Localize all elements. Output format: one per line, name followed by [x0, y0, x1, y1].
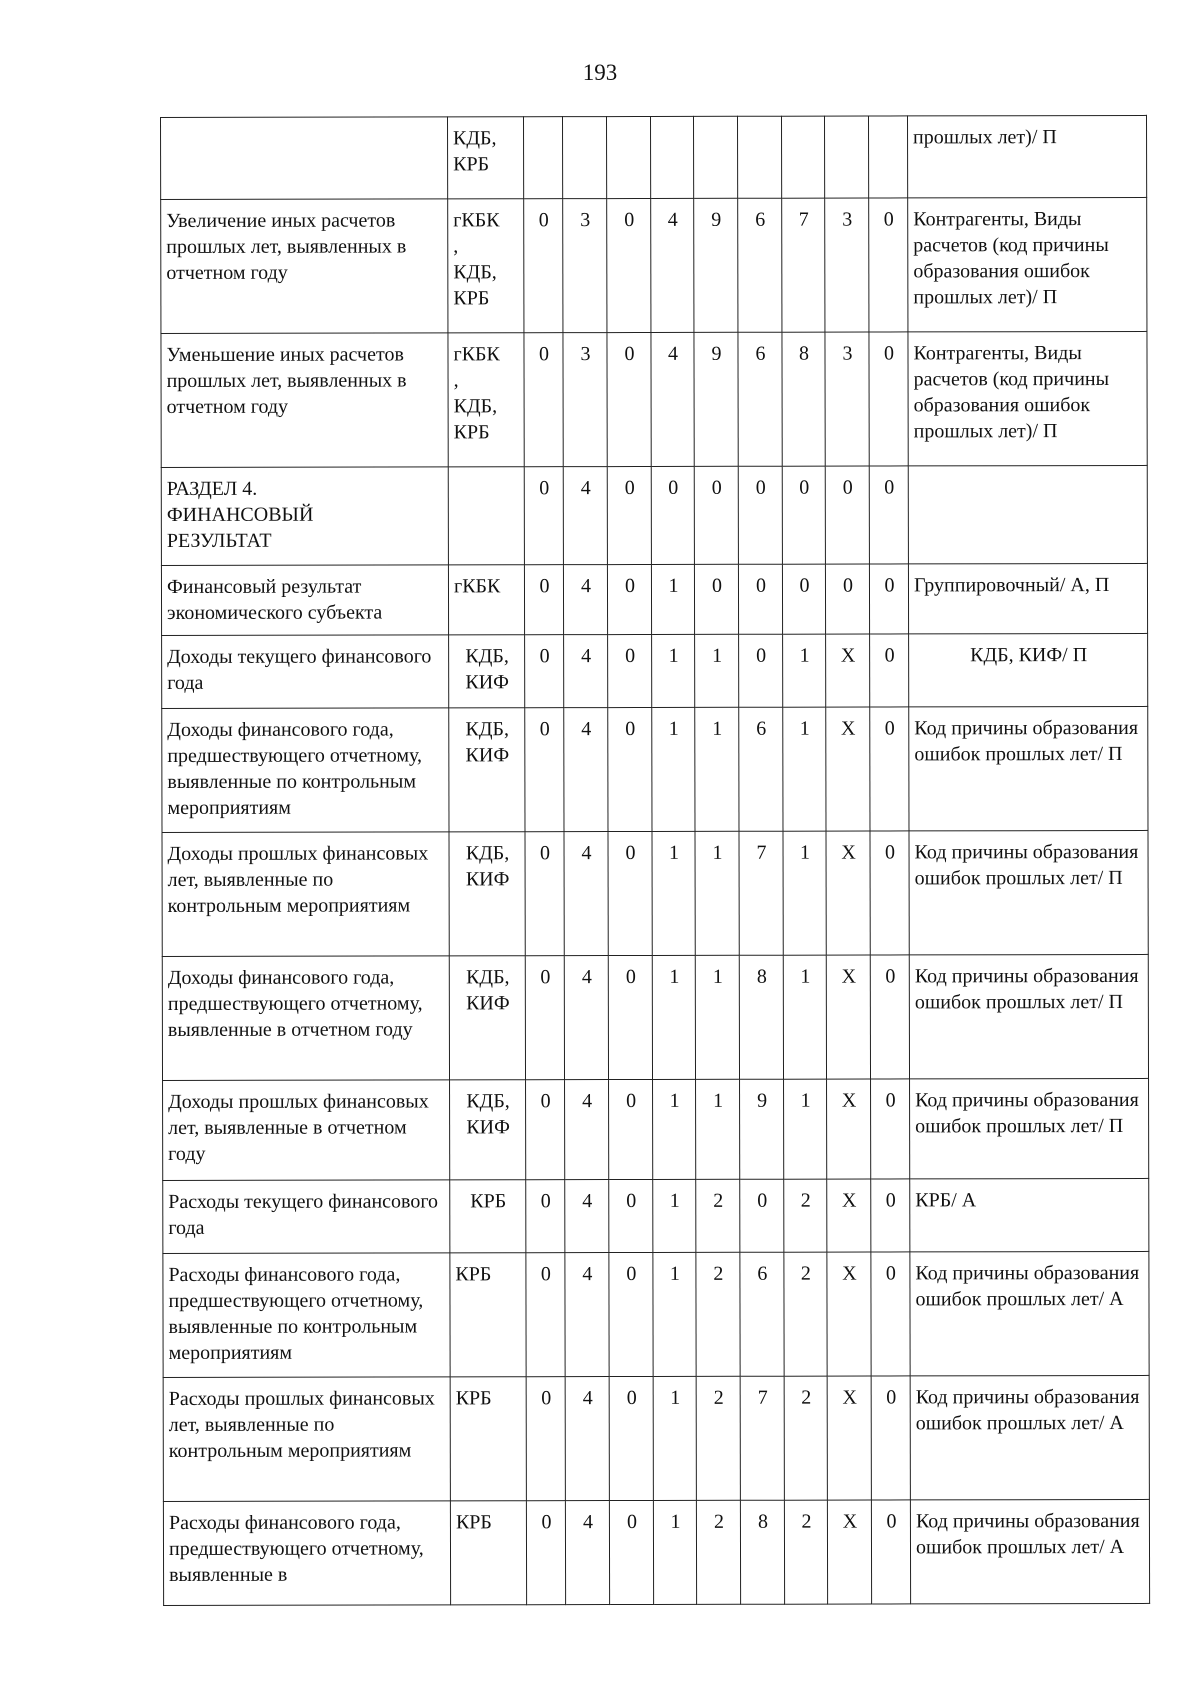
- account-digit-cell: 9: [694, 332, 738, 466]
- account-digit-cell: 0: [782, 564, 825, 634]
- account-digit-cell: 0: [524, 333, 563, 467]
- account-digit-cell: 1: [783, 955, 826, 1079]
- analytics-cell: Группировочный/ А, П: [908, 563, 1147, 634]
- account-digit-cell: 1: [695, 955, 739, 1079]
- account-digit-cell: 1: [784, 1079, 827, 1179]
- table-row: [163, 1078, 1149, 1180]
- account-digit-cell: 0: [525, 956, 564, 1080]
- account-digit-cell: 1: [783, 831, 826, 955]
- analytics-cell: КРБ/ А: [910, 1178, 1149, 1252]
- analytics-cell: Контрагенты, Виды расчетов (код причины образования ошибок прошлых лет)/ П: [908, 331, 1147, 466]
- account-digit-cell: 0: [609, 1500, 653, 1604]
- classification-code-cell: КРБ: [450, 1501, 526, 1605]
- account-digit-cell: 4: [651, 332, 694, 466]
- account-digit-cell: 0: [869, 198, 908, 332]
- account-digit-cell: 0: [739, 634, 783, 707]
- account-digit-cell: 0: [524, 565, 563, 635]
- table-row: [161, 563, 1147, 635]
- account-digit-cell: X: [827, 1079, 871, 1179]
- account-digit-cell: 0: [609, 1079, 653, 1179]
- analytics-cell: КДБ, КИФ/ П: [909, 633, 1148, 707]
- account-digit-cell: 0: [870, 634, 909, 707]
- account-name-cell: Увеличение иных расчетов прошлых лет, выявленных в отчетном году: [161, 199, 448, 334]
- account-digit-cell: 9: [740, 1079, 784, 1179]
- account-digit-cell: 0: [526, 1377, 565, 1501]
- account-digit-cell: [563, 117, 607, 199]
- account-digit-cell: 0: [608, 831, 652, 955]
- classification-code-cell: гКБК: [448, 565, 524, 635]
- table-body: [161, 115, 1150, 1605]
- classification-code-cell: КДБ, КИФ: [449, 956, 525, 1080]
- account-digit-cell: 1: [696, 1079, 740, 1179]
- table-row: [163, 1375, 1149, 1501]
- account-name-cell: Уменьшение иных расчетов прошлых лет, выявленных в отчетном году: [161, 333, 448, 468]
- account-name-cell: Расходы финансового года, предшествующего отчетному, выявленные по контрольным мероприятиям: [163, 1253, 450, 1378]
- classification-code-cell: гКБК , КДБ, КРБ: [448, 199, 524, 333]
- account-digit-cell: 0: [526, 1180, 565, 1253]
- account-digit-cell: 0: [524, 467, 563, 565]
- account-digit-cell: 0: [871, 1179, 910, 1252]
- account-digit-cell: 2: [784, 1179, 827, 1252]
- table-row: [162, 706, 1148, 832]
- account-codes-table: [160, 115, 1150, 1606]
- account-name-cell: Расходы прошлых финансовых лет, выявленные по контрольным мероприятиям: [163, 1377, 450, 1502]
- account-digit-cell: 3: [825, 198, 869, 332]
- account-digit-cell: 4: [564, 956, 608, 1080]
- account-digit-cell: 1: [783, 707, 826, 831]
- account-digit-cell: 3: [563, 333, 607, 467]
- account-digit-cell: X: [827, 1179, 871, 1252]
- account-name-cell: РАЗДЕЛ 4. ФИНАНСОВЫЙ РЕЗУЛЬТАТ: [161, 467, 448, 566]
- account-digit-cell: 4: [565, 1080, 609, 1180]
- analytics-cell: Код причины образования ошибок прошлых лет/ П: [910, 1078, 1149, 1179]
- account-digit-cell: 0: [740, 1179, 784, 1252]
- account-digit-cell: 2: [696, 1179, 740, 1252]
- account-digit-cell: 3: [825, 332, 869, 466]
- account-digit-cell: 4: [563, 565, 607, 635]
- account-digit-cell: 0: [608, 955, 652, 1079]
- classification-code-cell: КДБ, КИФ: [449, 832, 525, 956]
- account-digit-cell: 4: [564, 708, 608, 832]
- account-name-cell: Финансовый результат экономического субъекта: [161, 565, 448, 636]
- classification-code-cell: КДБ, КИФ: [449, 708, 525, 832]
- account-digit-cell: 1: [652, 707, 695, 831]
- table-row: [163, 1178, 1149, 1253]
- account-digit-cell: 0: [526, 1080, 565, 1180]
- account-digit-cell: 4: [564, 832, 608, 956]
- classification-code-cell: [448, 467, 524, 565]
- account-name-cell: Доходы прошлых финансовых лет, выявленные по контрольным мероприятиям: [162, 832, 449, 957]
- account-name-cell: [161, 117, 448, 200]
- account-name-cell: Расходы финансового года, предшествующего отчетному, выявленные в: [163, 1501, 450, 1606]
- classification-code-cell: КРБ: [450, 1253, 526, 1377]
- account-digit-cell: X: [827, 1376, 871, 1500]
- account-digit-cell: 0: [694, 466, 738, 564]
- account-digit-cell: [824, 116, 868, 198]
- account-digit-cell: 0: [607, 332, 651, 466]
- account-digit-cell: 0: [525, 708, 564, 832]
- account-digit-cell: 0: [870, 955, 909, 1079]
- account-digit-cell: 0: [825, 466, 869, 564]
- table-row: [161, 331, 1147, 467]
- account-digit-cell: 2: [696, 1252, 740, 1376]
- account-digit-cell: 0: [738, 466, 782, 564]
- account-digit-cell: 1: [695, 634, 739, 707]
- classification-code-cell: КДБ, КИФ: [449, 635, 525, 708]
- table-row: [161, 465, 1147, 565]
- account-digit-cell: 6: [738, 198, 782, 332]
- analytics-cell: Код причины образования ошибок прошлых лет/ П: [909, 706, 1148, 831]
- account-digit-cell: 4: [565, 1253, 609, 1377]
- account-name-cell: Доходы финансового года, предшествующего отчетному, выявленные по контрольным мероприятиям: [162, 708, 449, 833]
- account-digit-cell: 2: [784, 1500, 827, 1604]
- analytics-cell: прошлых лет)/ П: [907, 115, 1146, 198]
- classification-code-cell: гКБК , КДБ, КРБ: [448, 333, 524, 467]
- account-digit-cell: 1: [653, 1252, 696, 1376]
- account-digit-cell: 0: [869, 332, 908, 466]
- account-digit-cell: 4: [563, 467, 607, 565]
- account-digit-cell: 0: [609, 1179, 653, 1252]
- account-digit-cell: 9: [694, 198, 738, 332]
- account-digit-cell: 8: [782, 332, 825, 466]
- account-digit-cell: 0: [871, 1252, 910, 1376]
- account-digit-cell: 0: [607, 198, 651, 332]
- account-name-cell: Расходы текущего финансового года: [163, 1180, 450, 1254]
- account-digit-cell: 1: [651, 564, 694, 634]
- account-digit-cell: 0: [608, 707, 652, 831]
- account-digit-cell: [868, 116, 907, 198]
- analytics-cell: Код причины образования ошибок прошлых лет/ А: [910, 1375, 1149, 1500]
- account-digit-cell: [607, 116, 651, 198]
- account-digit-cell: 6: [738, 332, 782, 466]
- account-digit-cell: 0: [871, 1376, 910, 1500]
- account-digit-cell: 4: [565, 1180, 609, 1253]
- account-digit-cell: X: [826, 707, 870, 831]
- table-row: [163, 1251, 1149, 1377]
- account-digit-cell: [781, 116, 824, 198]
- analytics-cell: Код причины образования ошибок прошлых лет/ П: [909, 954, 1148, 1079]
- account-digit-cell: 2: [784, 1252, 827, 1376]
- account-digit-cell: 0: [607, 466, 651, 564]
- account-name-cell: Доходы прошлых финансовых лет, выявленные в отчетном году: [163, 1080, 450, 1181]
- account-digit-cell: 6: [739, 707, 783, 831]
- account-digit-cell: 1: [695, 831, 739, 955]
- account-digit-cell: 1: [695, 707, 739, 831]
- account-digit-cell: 7: [782, 198, 825, 332]
- account-name-cell: Доходы текущего финансового года: [162, 635, 449, 709]
- account-digit-cell: 0: [782, 466, 825, 564]
- analytics-cell: Контрагенты, Виды расчетов (код причины образования ошибок прошлых лет)/ П: [908, 197, 1147, 332]
- account-digit-cell: X: [826, 831, 870, 955]
- account-digit-cell: 1: [652, 831, 695, 955]
- account-digit-cell: 0: [607, 564, 651, 634]
- account-digit-cell: 0: [526, 1253, 565, 1377]
- account-digit-cell: 4: [651, 198, 694, 332]
- account-digit-cell: 1: [653, 1179, 696, 1252]
- account-digit-cell: 1: [653, 1500, 696, 1604]
- account-digit-cell: [737, 116, 781, 198]
- analytics-cell: Код причины образования ошибок прошлых лет/ А: [910, 1251, 1149, 1376]
- account-digit-cell: 6: [740, 1252, 784, 1376]
- account-digit-cell: 0: [526, 1501, 565, 1605]
- account-digit-cell: 1: [653, 1079, 696, 1179]
- account-digit-cell: 0: [870, 831, 909, 955]
- account-digit-cell: 0: [524, 199, 563, 333]
- account-digit-cell: 1: [652, 955, 695, 1079]
- account-digit-cell: 8: [739, 955, 783, 1079]
- table-row: [162, 830, 1148, 956]
- account-digit-cell: 2: [696, 1500, 740, 1604]
- account-digit-cell: 0: [608, 634, 652, 707]
- classification-code-cell: КДБ, КРБ: [448, 117, 524, 199]
- account-digit-cell: 0: [869, 564, 908, 634]
- classification-code-cell: КРБ: [450, 1180, 526, 1253]
- account-digit-cell: 0: [525, 832, 564, 956]
- table-row: [163, 1499, 1149, 1605]
- account-digit-cell: 0: [738, 564, 782, 634]
- account-digit-cell: 0: [871, 1079, 910, 1179]
- account-digit-cell: 1: [653, 1376, 696, 1500]
- account-digit-cell: 2: [784, 1376, 827, 1500]
- account-digit-cell: 0: [651, 466, 694, 564]
- account-digit-cell: 0: [869, 466, 908, 564]
- account-digit-cell: 0: [825, 564, 869, 634]
- classification-code-cell: КРБ: [450, 1377, 526, 1501]
- table-row: [162, 954, 1148, 1080]
- account-digit-cell: 4: [564, 635, 608, 708]
- account-digit-cell: 0: [609, 1376, 653, 1500]
- account-digit-cell: [693, 116, 737, 198]
- account-digit-cell: 8: [740, 1500, 784, 1604]
- account-digit-cell: 7: [739, 831, 783, 955]
- account-digit-cell: 0: [694, 564, 738, 634]
- table-row: [161, 115, 1147, 199]
- account-digit-cell: [524, 117, 563, 199]
- account-digit-cell: 4: [565, 1501, 609, 1605]
- classification-code-cell: КДБ, КИФ: [450, 1080, 526, 1180]
- account-name-cell: Доходы финансового года, предшествующего отчетному, выявленные в отчетном году: [162, 956, 449, 1081]
- account-digit-cell: [651, 116, 694, 198]
- account-digit-cell: 2: [696, 1376, 740, 1500]
- table-row: [161, 197, 1147, 333]
- page-number: 193: [582, 60, 618, 85]
- account-digit-cell: 4: [565, 1377, 609, 1501]
- account-digit-cell: X: [827, 1500, 871, 1604]
- analytics-cell: Код причины образования ошибок прошлых лет/ П: [909, 830, 1148, 955]
- account-digit-cell: X: [826, 634, 870, 707]
- account-digit-cell: 3: [563, 199, 607, 333]
- account-digit-cell: 0: [871, 1500, 910, 1604]
- analytics-cell: [908, 465, 1147, 564]
- account-digit-cell: 1: [783, 634, 826, 707]
- account-digit-cell: 1: [652, 634, 695, 707]
- analytics-cell: Код причины образования ошибок прошлых лет/ А: [910, 1499, 1149, 1604]
- account-digit-cell: 0: [525, 635, 564, 708]
- account-digit-cell: 7: [740, 1376, 784, 1500]
- table-row: [162, 633, 1148, 708]
- account-digit-cell: X: [827, 1252, 871, 1376]
- account-digit-cell: 0: [609, 1252, 653, 1376]
- account-digit-cell: 0: [870, 707, 909, 831]
- account-digit-cell: X: [826, 955, 870, 1079]
